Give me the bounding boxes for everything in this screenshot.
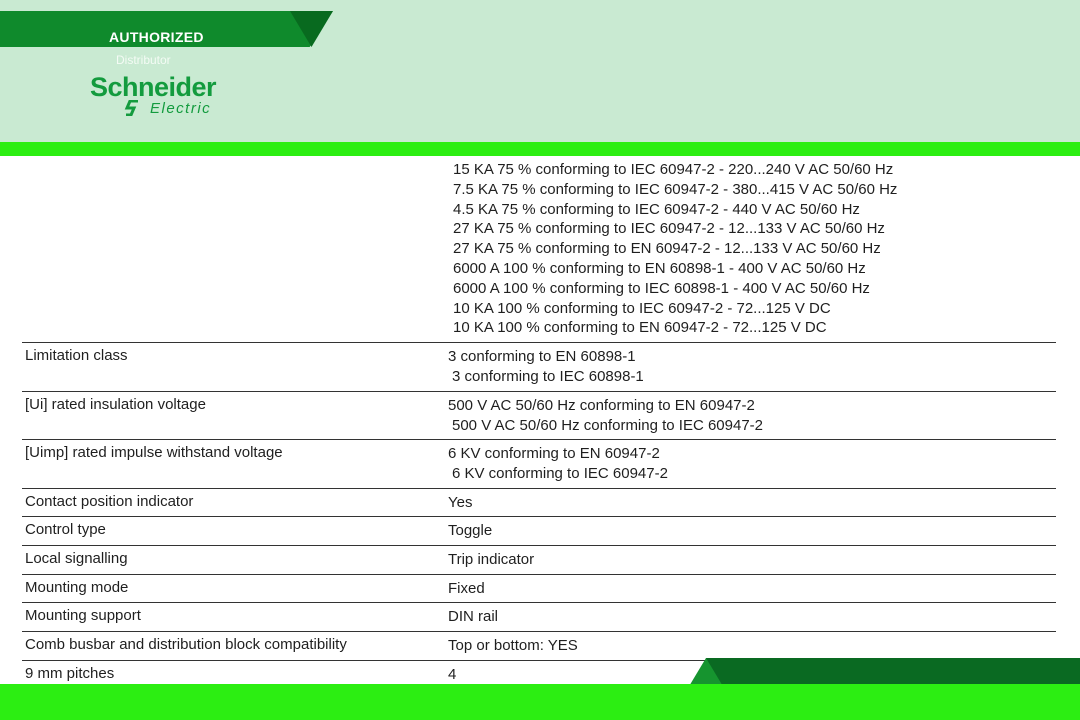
row-value: Fixed [448, 580, 485, 597]
logo-mark-icon [124, 100, 142, 116]
row-value: 6 KV conforming to IEC 60947-2 [452, 465, 668, 482]
spec-sheet [0, 156, 1080, 684]
value-line: 10 KA 100 % conforming to EN 60947-2 - 72...125 V DC [453, 319, 827, 337]
row-value: 6 KV conforming to EN 60947-2 [448, 445, 660, 462]
breaking-capacity-values [453, 160, 897, 338]
bottom-green-bar [0, 684, 1080, 720]
table-row [22, 342, 1056, 391]
row-label: Mounting mode [25, 579, 129, 596]
row-value: Top or bottom: YES [448, 637, 578, 654]
value-line: 6000 A 100 % conforming to IEC 60898-1 - 400 V AC 50/60 Hz [453, 279, 870, 297]
value-line: 4.5 KA 75 % conforming to IEC 60947-2 - 440 V AC 50/60 Hz [453, 200, 860, 218]
value-line: 6000 A 100 % conforming to EN 60898-1 - 400 V AC 50/60 Hz [453, 259, 866, 277]
row-label: Local signalling [25, 550, 128, 567]
row-label: Comb busbar and distribution block compatibility [25, 636, 347, 653]
distributor-label: Distributor [116, 53, 171, 67]
table-row [22, 516, 1056, 545]
value-line: 7.5 KA 75 % conforming to IEC 60947-2 - 380...415 V AC 50/60 Hz [453, 180, 898, 198]
authorized-label: AUTHORIZED [109, 29, 204, 45]
row-label: Control type [25, 521, 106, 538]
row-label: [Ui] rated insulation voltage [25, 396, 206, 413]
logo-brand-sub: Electric [150, 100, 212, 117]
value-line: 10 KA 100 % conforming to IEC 60947-2 - 72...125 V DC [453, 299, 831, 317]
row-value: 500 V AC 50/60 Hz conforming to EN 60947-2 [448, 397, 755, 414]
table-row [22, 488, 1056, 516]
schneider-electric-logo [90, 72, 235, 118]
value-line: 27 KA 75 % conforming to IEC 60947-2 - 12...133 V AC 50/60 Hz [453, 220, 885, 238]
row-value: DIN rail [448, 608, 499, 625]
row-label: 9 mm pitches [25, 665, 115, 682]
top-green-bar [0, 142, 1080, 156]
row-label: Mounting support [25, 607, 141, 624]
table-row [22, 439, 1056, 488]
row-value: 500 V AC 50/60 Hz conforming to IEC 60947-2 [452, 417, 764, 434]
row-value: Yes [448, 494, 473, 511]
value-line: 27 KA 75 % conforming to EN 60947-2 - 12...133 V AC 50/60 Hz [453, 240, 881, 258]
row-value: 3 conforming to IEC 60898-1 [452, 368, 644, 385]
table-row [22, 545, 1056, 574]
row-label: Contact position indicator [25, 493, 194, 510]
table-row [22, 631, 1056, 660]
value-line: 15 KA 75 % conforming to IEC 60947-2 - 220...240 V AC 50/60 Hz [453, 161, 894, 178]
logo-brand-main: Schneider [90, 72, 217, 102]
row-value: Trip indicator [448, 551, 535, 568]
row-value: Toggle [448, 522, 493, 539]
row-label: [Uimp] rated impulse withstand voltage [25, 444, 283, 461]
spec-table [22, 342, 1056, 690]
row-value: 3 conforming to EN 60898-1 [448, 348, 636, 365]
table-row [22, 602, 1056, 631]
table-row [22, 574, 1056, 602]
row-label: Limitation class [25, 347, 128, 364]
header-area [0, 0, 1080, 142]
table-row [22, 391, 1056, 439]
row-value: 4 [448, 666, 457, 683]
